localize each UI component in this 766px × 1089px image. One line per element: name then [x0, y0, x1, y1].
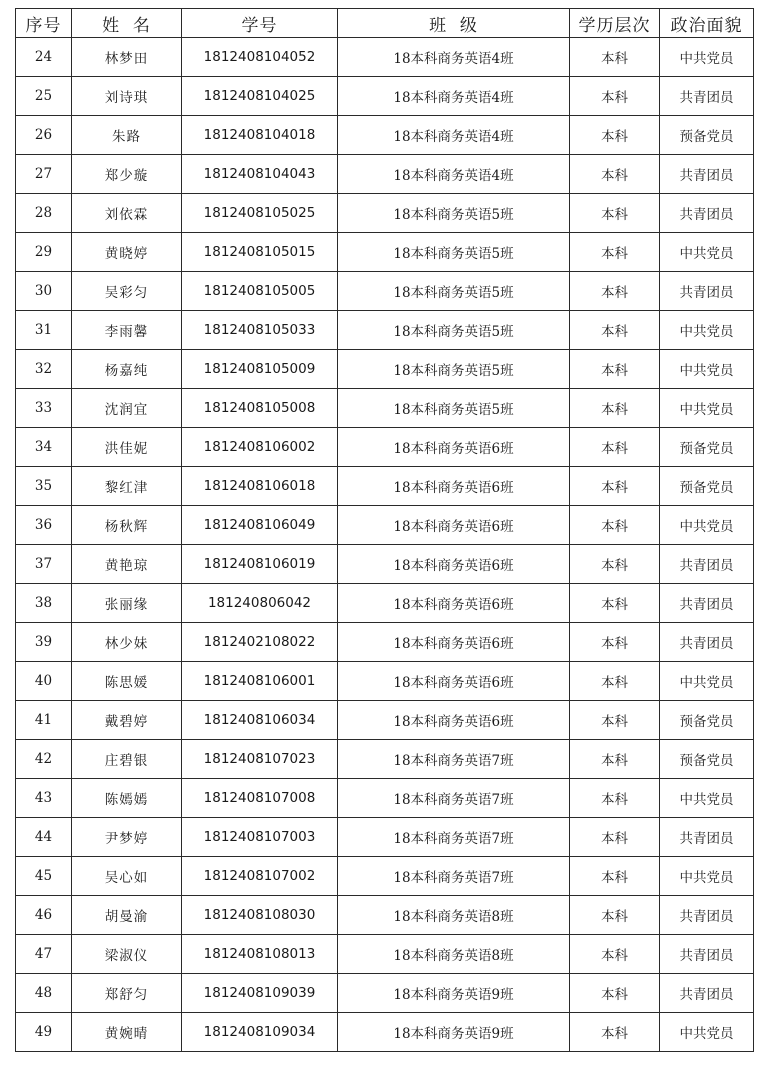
cell-name: 林少妹	[72, 623, 182, 662]
cell-class: 18本科商务英语8班	[338, 935, 570, 974]
cell-name: 胡曼渝	[72, 896, 182, 935]
student-roster-table	[15, 8, 754, 1052]
cell-no: 34	[16, 428, 72, 467]
cell-level: 本科	[570, 77, 660, 116]
header-name: 姓 名	[72, 9, 182, 38]
cell-level: 本科	[570, 740, 660, 779]
table-row	[16, 272, 754, 311]
cell-political: 预备党员	[660, 428, 754, 467]
table-row	[16, 818, 754, 857]
cell-no: 48	[16, 974, 72, 1013]
table-row	[16, 584, 754, 623]
cell-class: 18本科商务英语9班	[338, 1013, 570, 1052]
table-body	[16, 38, 754, 1052]
cell-level: 本科	[570, 896, 660, 935]
cell-political: 预备党员	[660, 116, 754, 155]
cell-student-id: 1812402108022	[182, 623, 338, 662]
table-row	[16, 623, 754, 662]
cell-student-id: 1812408106049	[182, 506, 338, 545]
cell-student-id: 1812408108030	[182, 896, 338, 935]
cell-political: 中共党员	[660, 1013, 754, 1052]
cell-student-id: 1812408105008	[182, 389, 338, 428]
header-political: 政治面貌	[660, 9, 754, 38]
cell-level: 本科	[570, 662, 660, 701]
cell-political: 预备党员	[660, 701, 754, 740]
cell-level: 本科	[570, 350, 660, 389]
cell-level: 本科	[570, 974, 660, 1013]
cell-political: 共青团员	[660, 935, 754, 974]
cell-name: 刘诗琪	[72, 77, 182, 116]
cell-name: 庄碧银	[72, 740, 182, 779]
cell-level: 本科	[570, 311, 660, 350]
cell-class: 18本科商务英语7班	[338, 857, 570, 896]
cell-level: 本科	[570, 272, 660, 311]
cell-student-id: 1812408106034	[182, 701, 338, 740]
cell-student-id: 1812408104043	[182, 155, 338, 194]
cell-no: 32	[16, 350, 72, 389]
table-row	[16, 779, 754, 818]
header-class: 班 级	[338, 9, 570, 38]
table-row	[16, 155, 754, 194]
cell-political: 中共党员	[660, 38, 754, 77]
cell-political: 中共党员	[660, 779, 754, 818]
cell-class: 18本科商务英语5班	[338, 350, 570, 389]
cell-student-id: 1812408106001	[182, 662, 338, 701]
cell-no: 44	[16, 818, 72, 857]
table-row	[16, 506, 754, 545]
cell-no: 26	[16, 116, 72, 155]
cell-name: 黄晓婷	[72, 233, 182, 272]
cell-level: 本科	[570, 779, 660, 818]
cell-student-id: 1812408106002	[182, 428, 338, 467]
cell-name: 杨嘉纯	[72, 350, 182, 389]
cell-class: 18本科商务英语6班	[338, 662, 570, 701]
cell-level: 本科	[570, 467, 660, 506]
table-row	[16, 350, 754, 389]
cell-level: 本科	[570, 701, 660, 740]
cell-no: 24	[16, 38, 72, 77]
cell-political: 共青团员	[660, 545, 754, 584]
cell-student-id: 1812408104052	[182, 38, 338, 77]
cell-class: 18本科商务英语5班	[338, 233, 570, 272]
cell-no: 40	[16, 662, 72, 701]
cell-name: 沈润宜	[72, 389, 182, 428]
cell-name: 陈嫣嫣	[72, 779, 182, 818]
cell-level: 本科	[570, 506, 660, 545]
cell-level: 本科	[570, 545, 660, 584]
cell-class: 18本科商务英语6班	[338, 467, 570, 506]
cell-name: 陈思媛	[72, 662, 182, 701]
cell-class: 18本科商务英语9班	[338, 974, 570, 1013]
cell-student-id: 1812408105015	[182, 233, 338, 272]
cell-level: 本科	[570, 818, 660, 857]
table-row	[16, 77, 754, 116]
cell-no: 28	[16, 194, 72, 233]
cell-name: 黄艳琼	[72, 545, 182, 584]
cell-no: 46	[16, 896, 72, 935]
cell-class: 18本科商务英语8班	[338, 896, 570, 935]
cell-no: 35	[16, 467, 72, 506]
cell-political: 中共党员	[660, 233, 754, 272]
cell-student-id: 1812408109034	[182, 1013, 338, 1052]
table-row	[16, 194, 754, 233]
cell-no: 30	[16, 272, 72, 311]
cell-political: 预备党员	[660, 740, 754, 779]
cell-class: 18本科商务英语6班	[338, 428, 570, 467]
table-row	[16, 896, 754, 935]
cell-political: 共青团员	[660, 896, 754, 935]
cell-student-id: 1812408104025	[182, 77, 338, 116]
cell-class: 18本科商务英语4班	[338, 77, 570, 116]
cell-no: 38	[16, 584, 72, 623]
cell-no: 33	[16, 389, 72, 428]
cell-student-id: 1812408107003	[182, 818, 338, 857]
cell-no: 43	[16, 779, 72, 818]
cell-student-id: 1812408105033	[182, 311, 338, 350]
cell-student-id: 181240806042	[182, 584, 338, 623]
cell-political: 共青团员	[660, 584, 754, 623]
cell-name: 戴碧婷	[72, 701, 182, 740]
cell-name: 张丽缘	[72, 584, 182, 623]
table-row	[16, 233, 754, 272]
cell-no: 27	[16, 155, 72, 194]
table-row	[16, 38, 754, 77]
cell-name: 郑舒匀	[72, 974, 182, 1013]
cell-name: 郑少璇	[72, 155, 182, 194]
table-row	[16, 116, 754, 155]
cell-name: 吴心如	[72, 857, 182, 896]
table-row	[16, 311, 754, 350]
cell-class: 18本科商务英语6班	[338, 506, 570, 545]
cell-level: 本科	[570, 1013, 660, 1052]
cell-student-id: 1812408106018	[182, 467, 338, 506]
cell-political: 共青团员	[660, 974, 754, 1013]
cell-no: 36	[16, 506, 72, 545]
cell-political: 中共党员	[660, 389, 754, 428]
cell-political: 中共党员	[660, 350, 754, 389]
cell-student-id: 1812408109039	[182, 974, 338, 1013]
cell-class: 18本科商务英语7班	[338, 740, 570, 779]
cell-student-id: 1812408107002	[182, 857, 338, 896]
table-row	[16, 857, 754, 896]
cell-class: 18本科商务英语5班	[338, 194, 570, 233]
table-row	[16, 974, 754, 1013]
cell-level: 本科	[570, 389, 660, 428]
cell-name: 杨秋辉	[72, 506, 182, 545]
cell-student-id: 1812408105009	[182, 350, 338, 389]
cell-political: 共青团员	[660, 623, 754, 662]
table-row	[16, 701, 754, 740]
cell-class: 18本科商务英语4班	[338, 38, 570, 77]
cell-class: 18本科商务英语6班	[338, 545, 570, 584]
cell-name: 李雨馨	[72, 311, 182, 350]
cell-class: 18本科商务英语5班	[338, 272, 570, 311]
table-row	[16, 545, 754, 584]
cell-political: 共青团员	[660, 77, 754, 116]
cell-political: 预备党员	[660, 467, 754, 506]
cell-no: 49	[16, 1013, 72, 1052]
cell-student-id: 1812408108013	[182, 935, 338, 974]
cell-level: 本科	[570, 116, 660, 155]
cell-level: 本科	[570, 623, 660, 662]
cell-student-id: 1812408104018	[182, 116, 338, 155]
cell-name: 黄婉晴	[72, 1013, 182, 1052]
cell-political: 共青团员	[660, 818, 754, 857]
cell-student-id: 1812408107023	[182, 740, 338, 779]
table-row	[16, 389, 754, 428]
cell-class: 18本科商务英语5班	[338, 389, 570, 428]
cell-name: 梁淑仪	[72, 935, 182, 974]
table-row	[16, 935, 754, 974]
cell-no: 25	[16, 77, 72, 116]
cell-name: 尹梦婷	[72, 818, 182, 857]
cell-level: 本科	[570, 38, 660, 77]
cell-political: 共青团员	[660, 155, 754, 194]
cell-class: 18本科商务英语7班	[338, 779, 570, 818]
table-row	[16, 1013, 754, 1052]
header-student-id: 学号	[182, 9, 338, 38]
cell-level: 本科	[570, 857, 660, 896]
table-row	[16, 662, 754, 701]
cell-class: 18本科商务英语4班	[338, 116, 570, 155]
cell-political: 共青团员	[660, 194, 754, 233]
cell-level: 本科	[570, 935, 660, 974]
cell-level: 本科	[570, 155, 660, 194]
cell-name: 洪佳妮	[72, 428, 182, 467]
header-level: 学历层次	[570, 9, 660, 38]
cell-level: 本科	[570, 194, 660, 233]
cell-name: 林梦田	[72, 38, 182, 77]
cell-no: 29	[16, 233, 72, 272]
cell-no: 41	[16, 701, 72, 740]
table-header	[16, 9, 754, 38]
cell-political: 中共党员	[660, 662, 754, 701]
table-row	[16, 428, 754, 467]
table-row	[16, 467, 754, 506]
table-row	[16, 740, 754, 779]
header-no: 序号	[16, 9, 72, 38]
cell-no: 47	[16, 935, 72, 974]
cell-political: 中共党员	[660, 506, 754, 545]
cell-no: 42	[16, 740, 72, 779]
document-sheet	[15, 8, 753, 1083]
cell-level: 本科	[570, 584, 660, 623]
cell-student-id: 1812408106019	[182, 545, 338, 584]
cell-no: 31	[16, 311, 72, 350]
cell-class: 18本科商务英语5班	[338, 311, 570, 350]
cell-class: 18本科商务英语6班	[338, 701, 570, 740]
cell-name: 吴彩匀	[72, 272, 182, 311]
cell-student-id: 1812408105005	[182, 272, 338, 311]
cell-no: 45	[16, 857, 72, 896]
cell-class: 18本科商务英语6班	[338, 623, 570, 662]
cell-political: 共青团员	[660, 272, 754, 311]
cell-level: 本科	[570, 428, 660, 467]
cell-no: 39	[16, 623, 72, 662]
cell-name: 黎红津	[72, 467, 182, 506]
cell-class: 18本科商务英语4班	[338, 155, 570, 194]
cell-political: 中共党员	[660, 311, 754, 350]
cell-student-id: 1812408107008	[182, 779, 338, 818]
cell-class: 18本科商务英语6班	[338, 584, 570, 623]
cell-name: 刘依霖	[72, 194, 182, 233]
header-row	[16, 9, 754, 38]
cell-student-id: 1812408105025	[182, 194, 338, 233]
cell-political: 中共党员	[660, 857, 754, 896]
cell-name: 朱路	[72, 116, 182, 155]
cell-class: 18本科商务英语7班	[338, 818, 570, 857]
cell-no: 37	[16, 545, 72, 584]
cell-level: 本科	[570, 233, 660, 272]
